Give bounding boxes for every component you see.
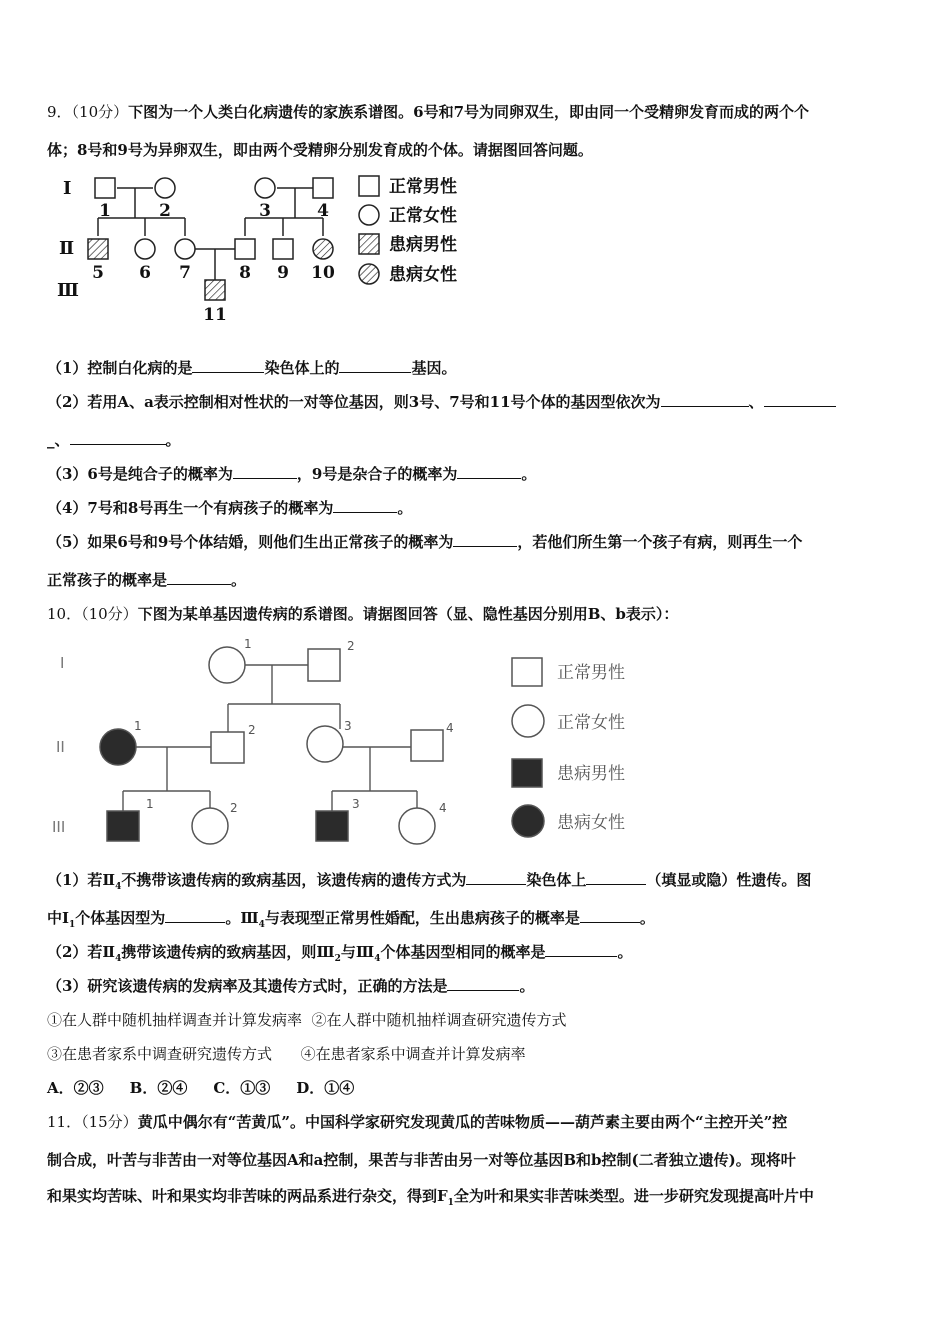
q10-I1-normal-female <box>209 647 245 683</box>
q9-individual-5-affected-male <box>88 239 108 259</box>
q10-legend-normal-male: 正常男性 <box>557 663 625 683</box>
q10-line-1 <box>47 604 678 624</box>
q10-III3-affected-male <box>316 811 348 841</box>
q9-individual-11-affected-male <box>205 280 225 300</box>
q9-legend-normal-female-icon <box>359 205 379 225</box>
q10-gen-label-2: II <box>56 738 65 756</box>
q10-III2-normal-female <box>192 808 228 844</box>
q9-gen-label-3: Ⅲ <box>57 280 79 301</box>
q9-id-3: 3 <box>259 201 271 221</box>
q9-individual-9-male <box>273 239 293 259</box>
q9-individual-8-male <box>235 239 255 259</box>
q9-legend-affected-female: 患病女性 <box>389 265 457 285</box>
q11-line-1 <box>47 1112 787 1132</box>
answer-blank[interactable] <box>192 358 264 373</box>
q9-part-5-cont: 正常孩子的概率是 。 <box>47 571 247 589</box>
q10-id: 4 <box>439 801 447 815</box>
q9-legend-normal-female: 正常女性 <box>389 206 457 226</box>
q9-id-10: 10 <box>311 263 335 283</box>
q10-options-line-2: ③在患者家系中调查研究遗传方式 ④在患者家系中调查并计算发病率 <box>47 1045 526 1063</box>
q10-number: 10．（10分） <box>47 605 138 623</box>
q9-individual-4-male <box>313 178 333 198</box>
q10-II4-normal-male <box>411 730 443 761</box>
q9-id-6: 6 <box>139 263 151 283</box>
q9-stem-1: 下图为一个人类白化病遗传的家族系谱图。6号和7号为同卵双生，即由同一个受精卵发育而成的两个个 <box>128 103 810 121</box>
q9-part-4: （4）7号和8号再生一个有病孩子的概率为 。 <box>47 499 413 517</box>
q9-line-1 <box>47 102 809 122</box>
q9-id-5: 5 <box>92 263 104 283</box>
q9-id-1: 1 <box>99 201 111 221</box>
q9-part-2-cont: _、 。 <box>47 431 181 449</box>
answer-blank[interactable] <box>661 392 749 407</box>
q9-number: 9．（10分） <box>47 103 129 121</box>
answer-blank[interactable] <box>764 392 836 407</box>
answer-blank[interactable] <box>233 464 297 479</box>
q9-pedigree-diagram <box>55 170 485 320</box>
q9-part-5: （5）如果6号和9号个体结婚，则他们生出正常孩子的概率为 ，若他们所生第一个孩子有病，则再生一个 <box>47 533 803 551</box>
q9-gen-label-2: Ⅱ <box>59 238 75 259</box>
q10-gen-label-3: III <box>52 818 66 836</box>
answer-blank[interactable] <box>167 570 231 585</box>
q10-part-1-cont: 中$Ⅰ_1$个体基因型为 。$Ⅲ_4$与表现型正常男性婚配，生出患病孩子的概率是 。 <box>47 909 655 930</box>
answer-blank[interactable] <box>580 908 640 923</box>
q9-legend-affected-male: 患病男性 <box>389 235 457 255</box>
q9-gen-label-1: Ⅰ <box>63 178 72 199</box>
q10-id: 4 <box>446 721 454 735</box>
q10-options-line-1: ①在人群中随机抽样调查并计算发病率 ②在人群中随机抽样调查研究遗传方式 <box>47 1011 567 1029</box>
q10-part-1: （1）若$Ⅱ_4$不携带该遗传病的致病基因，该遗传病的遗传方式为 染色体上 （填显或隐）性遗传。图 <box>47 871 812 892</box>
answer-blank[interactable] <box>466 870 526 885</box>
q11-stem-1: 黄瓜中偶尔有“苦黄瓜”。中国科学家研究发现黄瓜的苦味物质——葫芦素主要由两个“主控开关”控 <box>137 1113 788 1131</box>
q11-line-3: 和果实均苦味、叶和果实均非苦味的两品系进行杂交，得到$F_1$全为叶和果实非苦味类型。进一步研究发现提高叶片中 <box>47 1187 814 1208</box>
q10-id: 3 <box>344 719 352 733</box>
q10-I2-normal-male <box>308 649 340 681</box>
q9-part-1: （1）控制白化病的是 染色体上的 基因。 <box>47 359 457 377</box>
q11-number: 11．（15分） <box>47 1113 138 1131</box>
choice-b[interactable]: B．②④ <box>129 1079 188 1097</box>
answer-blank[interactable] <box>165 908 225 923</box>
q10-part-2: （2）若$Ⅱ_4$携带该遗传病的致病基因，则$Ⅲ_2$与$Ⅲ_4$个体基因型相同的概率是 。 <box>47 943 633 964</box>
q10-legend-affected-female-icon <box>512 805 544 837</box>
q9-id-9: 9 <box>277 263 289 283</box>
q9-individual-3-female <box>255 178 275 198</box>
q10-part-3: （3）研究该遗传病的发病率及其遗传方式时，正确的方法是 。 <box>47 977 535 995</box>
q9-part-3: （3）6号是纯合子的概率为 ，9号是杂合子的概率为 。 <box>47 465 537 483</box>
choice-c[interactable]: C．①③ <box>213 1079 271 1097</box>
q10-pedigree-diagram <box>50 636 670 846</box>
q10-id: 1 <box>244 637 252 651</box>
answer-blank[interactable] <box>453 532 517 547</box>
q11-line-2: 制合成，叶苦与非苦由一对等位基因A和a控制，果苦与非苦由另一对等位基因B和b控制(二者独立遗传)。现将叶 <box>47 1151 796 1169</box>
q9-id-7: 7 <box>179 263 191 283</box>
q10-id: 3 <box>352 797 360 811</box>
q10-II2-normal-male <box>211 732 244 763</box>
q10-id: 1 <box>134 719 142 733</box>
answer-blank[interactable] <box>586 870 646 885</box>
q10-legend-affected-female: 患病女性 <box>557 813 625 833</box>
q9-legend-normal-male-icon <box>359 176 379 196</box>
choice-a[interactable]: A．②③ <box>47 1079 104 1097</box>
answer-blank[interactable] <box>333 498 397 513</box>
q9-individual-6-female <box>135 239 155 259</box>
q9-legend-normal-male: 正常男性 <box>389 177 457 197</box>
q10-id: 1 <box>146 797 154 811</box>
q10-II3-normal-female <box>307 726 343 762</box>
q9-individual-1-male <box>95 178 115 198</box>
q9-id-4: 4 <box>317 201 329 221</box>
q10-choices <box>47 1078 354 1098</box>
q10-II1-affected-female <box>100 729 136 765</box>
q10-id: 2 <box>230 801 238 815</box>
q9-individual-2-female <box>155 178 175 198</box>
q10-stem-1: 下图为某单基因遗传病的系谱图。请据图回答（显、隐性基因分别用B、b表示）： <box>137 605 679 623</box>
q9-id-2: 2 <box>159 201 171 221</box>
q10-legend-normal-female: 正常女性 <box>557 713 625 733</box>
q10-gen-label-1: I <box>60 654 65 672</box>
q9-line-2: 体；8号和9号为异卵双生，即由两个受精卵分别发育成的个体。请据图回答问题。 <box>47 141 593 159</box>
answer-blank[interactable] <box>457 464 521 479</box>
q10-III1-affected-male <box>107 811 139 841</box>
q9-id-11: 11 <box>203 305 227 320</box>
choice-d[interactable]: D．①④ <box>296 1079 355 1097</box>
q10-III4-normal-female <box>399 808 435 844</box>
q9-individual-7-female <box>175 239 195 259</box>
q10-legend-affected-male-icon <box>512 759 542 787</box>
q10-id: 2 <box>248 723 256 737</box>
answer-blank[interactable] <box>70 430 166 445</box>
answer-blank[interactable] <box>447 976 519 991</box>
q10-legend-affected-male: 患病男性 <box>557 764 625 784</box>
q10-legend-normal-female-icon <box>512 705 544 737</box>
q9-individual-10-affected-female <box>313 239 333 259</box>
q9-legend-affected-female-icon <box>359 264 379 284</box>
q10-legend-normal-male-icon <box>512 658 542 686</box>
answer-blank[interactable] <box>545 942 617 957</box>
answer-blank[interactable] <box>339 358 411 373</box>
q9-id-8: 8 <box>239 263 251 283</box>
q9-part-2: （2）若用A、a表示控制相对性状的一对等位基因，则3号、7号和11号个体的基因型依次为 、 <box>47 392 836 412</box>
q10-id: 2 <box>347 639 355 653</box>
q9-legend-affected-male-icon <box>359 234 379 254</box>
